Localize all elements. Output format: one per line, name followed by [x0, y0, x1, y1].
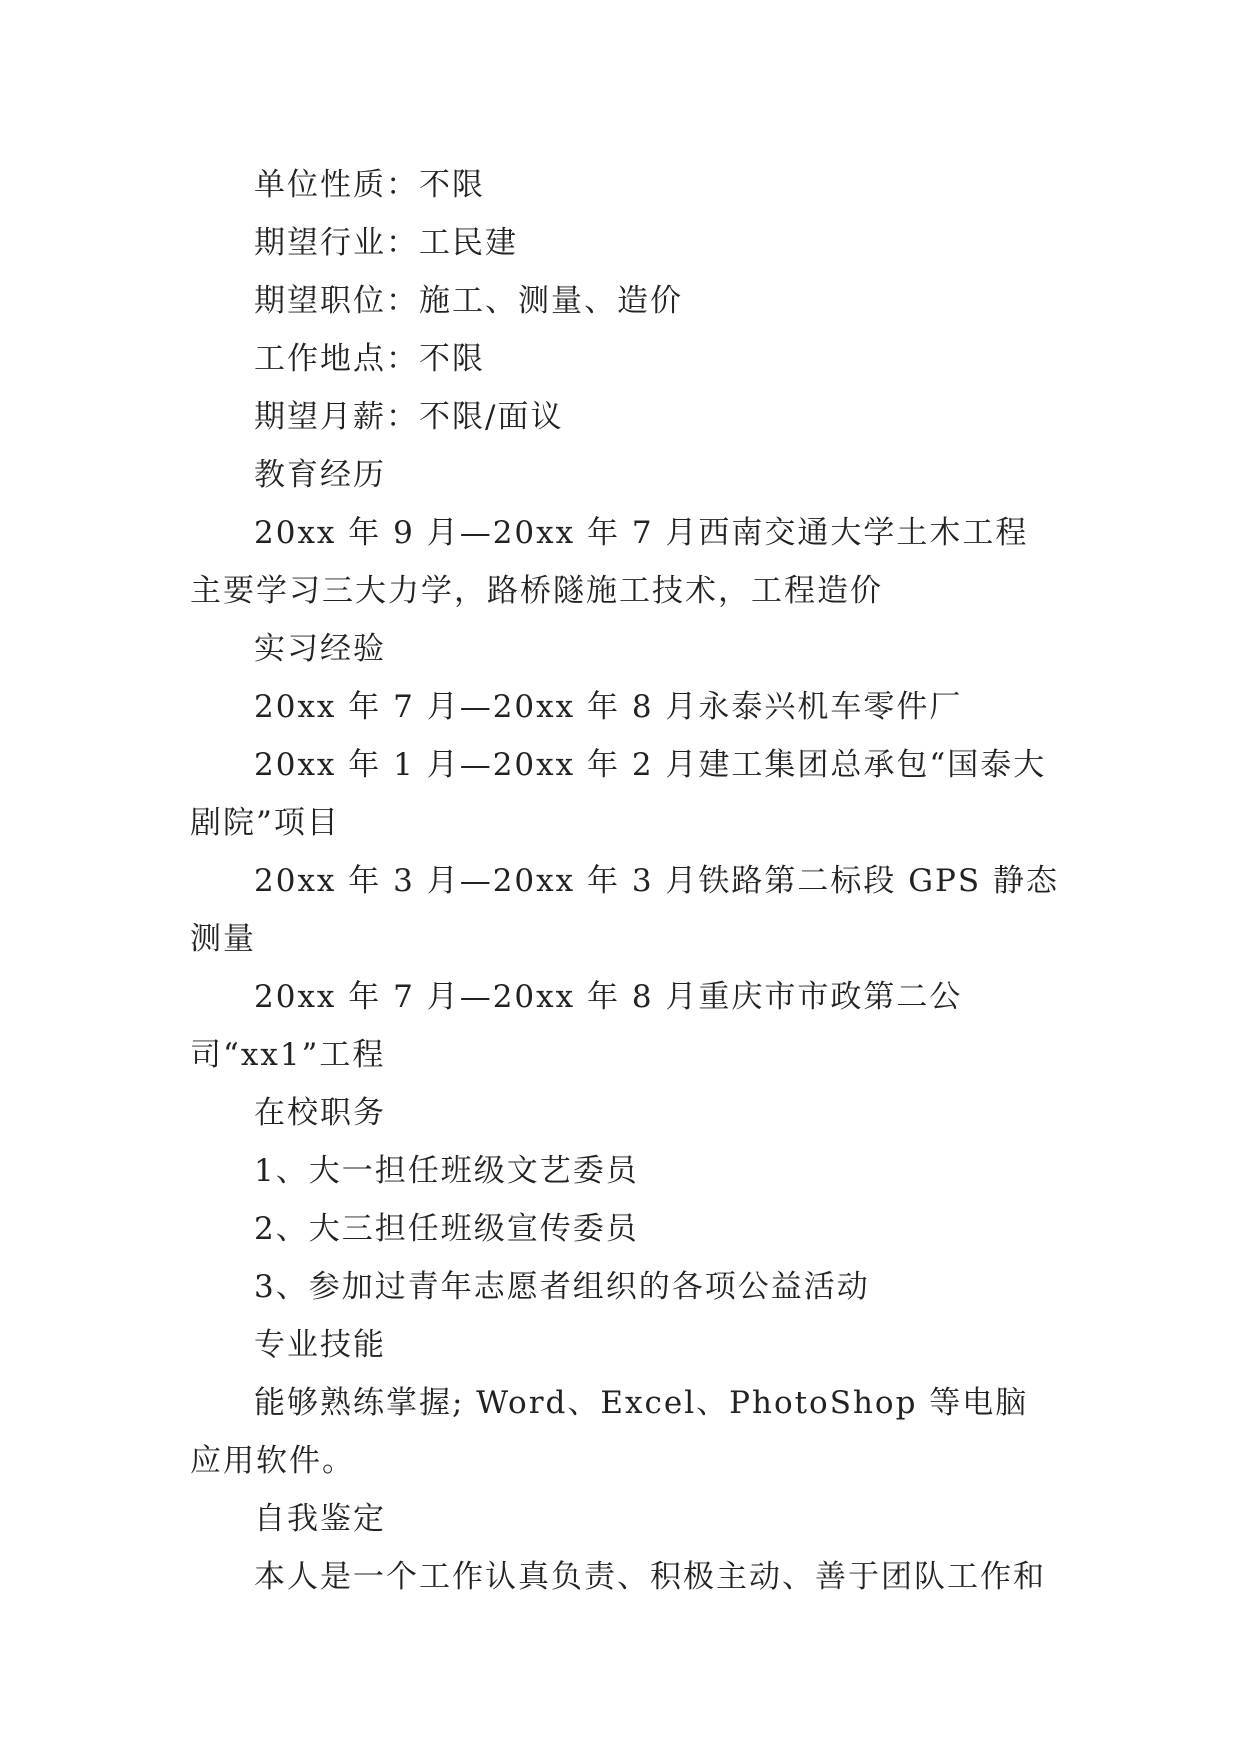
expected-salary-line: 期望月薪：不限/面议 [254, 399, 564, 435]
school-duty-1: 1、大一担任班级文艺委员 [254, 1153, 639, 1189]
expected-industry-line: 期望行业：工民建 [254, 225, 518, 261]
unit-nature-line: 单位性质：不限 [254, 167, 485, 203]
school-duty-3: 3、参加过青年志愿者组织的各项公益活动 [254, 1269, 870, 1305]
skills-heading: 专业技能 [254, 1327, 386, 1363]
internship-entry-1: 20xx 年 7 月—20xx 年 8 月永泰兴机车零件厂 [254, 689, 963, 725]
education-entry: 20xx 年 9 月—20xx 年 7 月西南交通大学土木工程主要学习三大力学，路桥隧施工技术，工程造价 [190, 515, 1029, 609]
school-duties-heading: 在校职务 [254, 1095, 386, 1131]
expected-position-line: 期望职位：施工、测量、造价 [254, 283, 683, 319]
document-body [190, 156, 1060, 1606]
self-evaluation-text: 本人是一个工作认真负责、积极主动、善于团队工作和 [254, 1559, 1046, 1595]
internship-entry-2: 20xx 年 1 月—20xx 年 2 月建工集团总承包“国泰大剧院”项目 [190, 747, 1047, 841]
internship-entry-3: 20xx 年 3 月—20xx 年 3 月铁路第二标段 GPS 静态测量 [190, 863, 1059, 957]
school-duty-2: 2、大三担任班级宣传委员 [254, 1211, 639, 1247]
self-evaluation-heading: 自我鉴定 [254, 1501, 386, 1537]
skills-entry: 能够熟练掌握; Word、Excel、PhotoShop 等电脑应用软件。 [190, 1385, 1029, 1479]
internship-entry-4: 20xx 年 7 月—20xx 年 8 月重庆市市政第二公司“xx1”工程 [190, 979, 963, 1073]
education-heading: 教育经历 [254, 457, 386, 493]
internship-heading: 实习经验 [254, 631, 386, 667]
work-location-line: 工作地点：不限 [254, 341, 485, 377]
